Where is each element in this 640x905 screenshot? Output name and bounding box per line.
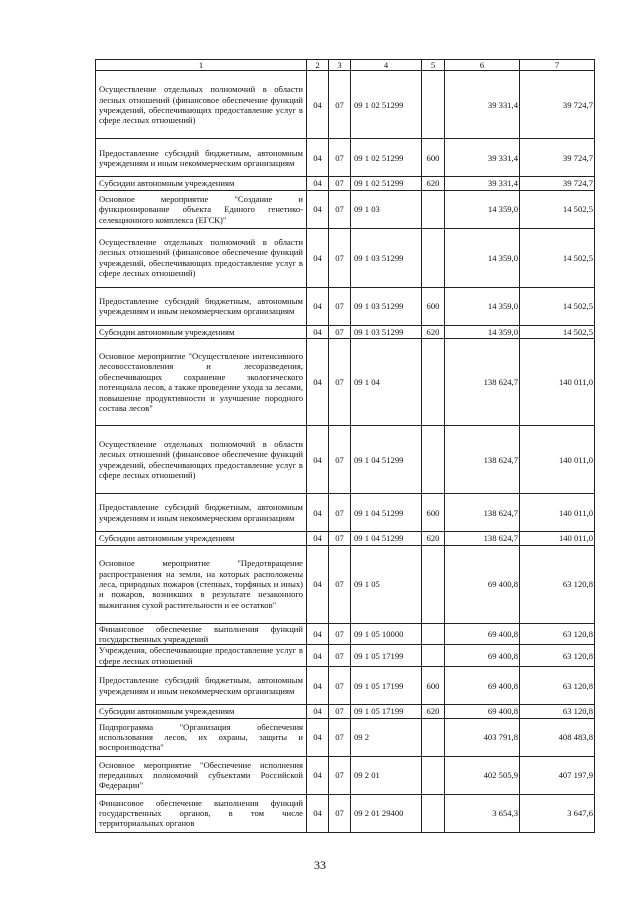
table-row bbox=[96, 532, 595, 545]
table-row bbox=[96, 645, 595, 667]
target-article-code: 09 1 05 17199 bbox=[351, 645, 422, 667]
amount-year-2: 14 502,5 bbox=[520, 325, 595, 338]
target-article-code: 09 1 05 10000 bbox=[351, 623, 422, 645]
amount-year-1: 69 400,8 bbox=[445, 667, 520, 705]
target-article-code: 09 1 05 17199 bbox=[351, 667, 422, 705]
subsection-code: 07 bbox=[329, 794, 351, 832]
amount-year-1: 138 624,7 bbox=[445, 532, 520, 545]
amount-year-2: 63 120,8 bbox=[520, 645, 595, 667]
table-row bbox=[96, 756, 595, 794]
section-code: 04 bbox=[307, 190, 329, 228]
section-code: 04 bbox=[307, 718, 329, 756]
section-code: 04 bbox=[307, 177, 329, 190]
expense-type-code bbox=[422, 756, 445, 794]
section-code: 04 bbox=[307, 623, 329, 645]
expense-type-code: 600 bbox=[422, 287, 445, 325]
item-name: Предоставление субсидий бюджетным, автономным учреждениям и иным некоммерческим организациям bbox=[96, 139, 307, 177]
item-name: Осуществление отдельных полномочий в области лесных отношений (финансовое обеспечение функций учреждений, обеспечивающих предоставление услуг в сфере лесных отношений) bbox=[96, 71, 307, 139]
amount-year-1: 138 624,7 bbox=[445, 494, 520, 532]
subsection-code: 07 bbox=[329, 494, 351, 532]
item-name: Основное мероприятие "Обеспечение исполнения переданных полномочий субъектами Российской Федерации" bbox=[96, 756, 307, 794]
target-article-code: 09 1 04 51299 bbox=[351, 532, 422, 545]
item-name: Субсидии автономным учреждениям bbox=[96, 325, 307, 338]
target-article-code: 09 1 02 51299 bbox=[351, 139, 422, 177]
amount-year-2: 63 120,8 bbox=[520, 545, 595, 623]
subsection-code: 07 bbox=[329, 177, 351, 190]
item-name: Осуществление отдельных полномочий в области лесных отношений (финансовое обеспечение функций учреждений, обеспечивающих предоставление услуг в сфере лесных отношений) bbox=[96, 426, 307, 494]
expense-type-code bbox=[422, 190, 445, 228]
amount-year-1: 69 400,8 bbox=[445, 545, 520, 623]
section-code: 04 bbox=[307, 794, 329, 832]
amount-year-1: 69 400,8 bbox=[445, 645, 520, 667]
amount-year-2: 39 724,7 bbox=[520, 71, 595, 139]
budget-table bbox=[95, 59, 595, 833]
expense-type-code bbox=[422, 645, 445, 667]
table-row bbox=[96, 494, 595, 532]
table-row bbox=[96, 718, 595, 756]
section-code: 04 bbox=[307, 139, 329, 177]
target-article-code: 09 1 03 51299 bbox=[351, 228, 422, 287]
subsection-code: 07 bbox=[329, 325, 351, 338]
item-name: Осуществление отдельных полномочий в области лесных отношений (финансовое обеспечение функций учреждений, обеспечивающих предоставление услуг в сфере лесных отношений) bbox=[96, 228, 307, 287]
amount-year-1: 14 359,0 bbox=[445, 228, 520, 287]
subsection-code: 07 bbox=[329, 228, 351, 287]
expense-type-code: 600 bbox=[422, 139, 445, 177]
amount-year-1: 39 331,4 bbox=[445, 139, 520, 177]
target-article-code: 09 1 03 51299 bbox=[351, 325, 422, 338]
item-name: Субсидии автономным учреждениям bbox=[96, 705, 307, 718]
column-number: 2 bbox=[307, 60, 329, 71]
page-number: 33 bbox=[314, 858, 326, 872]
table-row bbox=[96, 139, 595, 177]
target-article-code: 09 1 03 bbox=[351, 190, 422, 228]
table-row bbox=[96, 623, 595, 645]
expense-type-code bbox=[422, 623, 445, 645]
amount-year-1: 138 624,7 bbox=[445, 426, 520, 494]
amount-year-2: 63 120,8 bbox=[520, 623, 595, 645]
expense-type-code bbox=[422, 339, 445, 426]
subsection-code: 07 bbox=[329, 623, 351, 645]
section-code: 04 bbox=[307, 228, 329, 287]
section-code: 04 bbox=[307, 325, 329, 338]
table-row bbox=[96, 177, 595, 190]
table-row bbox=[96, 705, 595, 718]
subsection-code: 07 bbox=[329, 339, 351, 426]
target-article-code: 09 2 01 29400 bbox=[351, 794, 422, 832]
section-code: 04 bbox=[307, 705, 329, 718]
item-name: Финансовое обеспечение выполнения функций государственных учреждений bbox=[96, 623, 307, 645]
expense-type-code bbox=[422, 545, 445, 623]
item-name: Предоставление субсидий бюджетным, автономным учреждениям и иным некоммерческим организациям bbox=[96, 667, 307, 705]
expense-type-code bbox=[422, 71, 445, 139]
expense-type-code bbox=[422, 228, 445, 287]
amount-year-2: 140 011,0 bbox=[520, 532, 595, 545]
amount-year-2: 140 011,0 bbox=[520, 426, 595, 494]
table-row bbox=[96, 228, 595, 287]
column-number: 7 bbox=[520, 60, 595, 71]
column-number: 4 bbox=[351, 60, 422, 71]
subsection-code: 07 bbox=[329, 139, 351, 177]
expense-type-code: 620 bbox=[422, 325, 445, 338]
amount-year-1: 14 359,0 bbox=[445, 325, 520, 338]
amount-year-2: 3 647,6 bbox=[520, 794, 595, 832]
amount-year-1: 3 654,3 bbox=[445, 794, 520, 832]
expense-type-code bbox=[422, 794, 445, 832]
table-body bbox=[96, 60, 595, 833]
section-code: 04 bbox=[307, 756, 329, 794]
subsection-code: 07 bbox=[329, 667, 351, 705]
amount-year-2: 140 011,0 bbox=[520, 339, 595, 426]
section-code: 04 bbox=[307, 667, 329, 705]
target-article-code: 09 2 01 bbox=[351, 756, 422, 794]
item-name: Учреждения, обеспечивающие предоставление услуг в сфере лесных отношений bbox=[96, 645, 307, 667]
column-number-row bbox=[96, 60, 595, 71]
subsection-code: 07 bbox=[329, 705, 351, 718]
amount-year-2: 39 724,7 bbox=[520, 139, 595, 177]
amount-year-2: 63 120,8 bbox=[520, 667, 595, 705]
subsection-code: 07 bbox=[329, 545, 351, 623]
section-code: 04 bbox=[307, 494, 329, 532]
column-number: 5 bbox=[422, 60, 445, 71]
section-code: 04 bbox=[307, 71, 329, 139]
table-row bbox=[96, 190, 595, 228]
item-name: Подпрограмма "Организация обеспечения использования лесов, их охраны, защиты и воспроизводства" bbox=[96, 718, 307, 756]
target-article-code: 09 1 02 51299 bbox=[351, 71, 422, 139]
expense-type-code bbox=[422, 718, 445, 756]
subsection-code: 07 bbox=[329, 71, 351, 139]
table-row bbox=[96, 667, 595, 705]
subsection-code: 07 bbox=[329, 426, 351, 494]
item-name: Субсидии автономным учреждениям bbox=[96, 532, 307, 545]
table-row bbox=[96, 287, 595, 325]
column-number: 3 bbox=[329, 60, 351, 71]
section-code: 04 bbox=[307, 287, 329, 325]
target-article-code: 09 1 04 51299 bbox=[351, 494, 422, 532]
item-name: Предоставление субсидий бюджетным, автономным учреждениям и иным некоммерческим организациям bbox=[96, 287, 307, 325]
column-number: 6 bbox=[445, 60, 520, 71]
amount-year-1: 39 331,4 bbox=[445, 71, 520, 139]
table-row bbox=[96, 426, 595, 494]
table-row bbox=[96, 794, 595, 832]
amount-year-2: 14 502,5 bbox=[520, 190, 595, 228]
table-row bbox=[96, 325, 595, 338]
subsection-code: 07 bbox=[329, 190, 351, 228]
subsection-code: 07 bbox=[329, 756, 351, 794]
target-article-code: 09 1 04 51299 bbox=[351, 426, 422, 494]
amount-year-2: 407 197,9 bbox=[520, 756, 595, 794]
amount-year-2: 408 483,8 bbox=[520, 718, 595, 756]
subsection-code: 07 bbox=[329, 645, 351, 667]
subsection-code: 07 bbox=[329, 532, 351, 545]
item-name: Субсидии автономным учреждениям bbox=[96, 177, 307, 190]
table-row bbox=[96, 545, 595, 623]
item-name: Основное мероприятие "Создание и функционирование объекта Единого генетико-селекционного комплекса (ЕГСК)" bbox=[96, 190, 307, 228]
expense-type-code: 600 bbox=[422, 494, 445, 532]
target-article-code: 09 1 05 17199 bbox=[351, 705, 422, 718]
expense-type-code bbox=[422, 426, 445, 494]
expense-type-code: 620 bbox=[422, 177, 445, 190]
amount-year-1: 69 400,8 bbox=[445, 705, 520, 718]
expense-type-code: 600 bbox=[422, 667, 445, 705]
section-code: 04 bbox=[307, 426, 329, 494]
item-name: Финансовое обеспечение выполнения функций государственных органов, в том числе территориальных органов bbox=[96, 794, 307, 832]
item-name: Основное мероприятие "Осуществление интенсивного лесовосстановления и лесоразведения, обеспечивающих сохранение экологического потенциала лесов, а также проведение ухода за лесами, повышение продуктивности и улучшение породного состава лесов" bbox=[96, 339, 307, 426]
amount-year-1: 69 400,8 bbox=[445, 623, 520, 645]
expense-type-code: 620 bbox=[422, 532, 445, 545]
section-code: 04 bbox=[307, 339, 329, 426]
target-article-code: 09 2 bbox=[351, 718, 422, 756]
amount-year-1: 14 359,0 bbox=[445, 190, 520, 228]
amount-year-1: 138 624,7 bbox=[445, 339, 520, 426]
expense-type-code: 620 bbox=[422, 705, 445, 718]
section-code: 04 bbox=[307, 645, 329, 667]
amount-year-1: 39 331,4 bbox=[445, 177, 520, 190]
target-article-code: 09 1 05 bbox=[351, 545, 422, 623]
amount-year-2: 39 724,7 bbox=[520, 177, 595, 190]
amount-year-1: 402 505,9 bbox=[445, 756, 520, 794]
section-code: 04 bbox=[307, 532, 329, 545]
table-row bbox=[96, 71, 595, 139]
amount-year-2: 14 502,5 bbox=[520, 228, 595, 287]
amount-year-2: 63 120,8 bbox=[520, 705, 595, 718]
subsection-code: 07 bbox=[329, 287, 351, 325]
amount-year-1: 403 791,8 bbox=[445, 718, 520, 756]
target-article-code: 09 1 02 51299 bbox=[351, 177, 422, 190]
amount-year-2: 14 502,5 bbox=[520, 287, 595, 325]
table-row bbox=[96, 339, 595, 426]
subsection-code: 07 bbox=[329, 718, 351, 756]
amount-year-1: 14 359,0 bbox=[445, 287, 520, 325]
item-name: Основное мероприятие "Предотвращение распространения на земли, на которых расположены леса, природных пожаров (степных, торфяных и иных) и пожаров, возникших в результате незаконного выжигания сухой растительности и ее остатков" bbox=[96, 545, 307, 623]
target-article-code: 09 1 03 51299 bbox=[351, 287, 422, 325]
target-article-code: 09 1 04 bbox=[351, 339, 422, 426]
amount-year-2: 140 011,0 bbox=[520, 494, 595, 532]
column-number: 1 bbox=[96, 60, 307, 71]
item-name: Предоставление субсидий бюджетным, автономным учреждениям и иным некоммерческим организациям bbox=[96, 494, 307, 532]
section-code: 04 bbox=[307, 545, 329, 623]
